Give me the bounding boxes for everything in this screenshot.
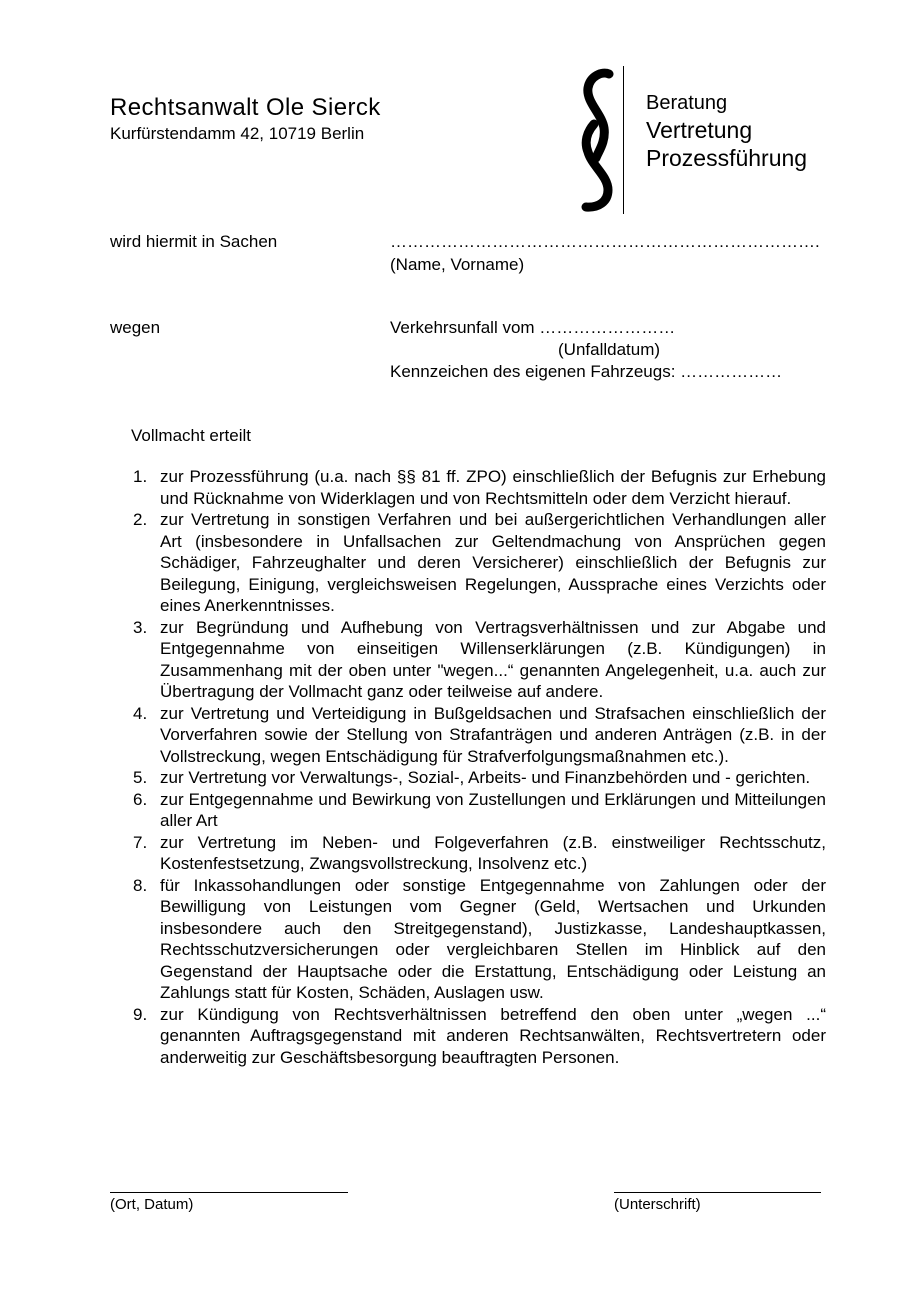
- service-vertretung: Vertretung: [646, 117, 753, 143]
- in-sachen-label: wird hiermit in Sachen: [110, 232, 278, 251]
- list-item: 3. zur Begründung und Aufhebung von Vertragsverhältnissen und zur Abgabe und Entgegennahme von einseitigen Willenserklärungen (z.B. Kündigungen) in Zusammenhang mit der oben unter "wegen...“ genannten Angelegenheit, u.a. auch zur Übertragung der Vollmacht ganz oder teilweise auf andere.: [133, 617, 826, 701]
- services-list: [646, 90, 807, 172]
- list-item: 1. zur Prozessführung (u.a. nach §§ 81 ff. ZPO) einschließlich der Befugnis zur Erhebung und Rücknahme von Widerklagen und von Rechtsmitteln oder dem Verzicht hierauf.: [133, 467, 826, 508]
- name-blank[interactable]: ………………………………………………………………….: [390, 232, 820, 251]
- place-date-line[interactable]: [110, 1192, 348, 1193]
- name-caption: (Name, Vorname): [390, 255, 525, 274]
- list-item: 4. zur Vertretung und Verteidigung in Bußgeldsachen und Strafsachen einschließlich der Vorverfahren sowie der Stellung von Strafanträgen und anderen Anträgen (z.B. in der Vollstreckung, wegen Entschädigung für Strafverfolgungsmaßnahmen etc.).: [133, 703, 826, 766]
- service-beratung: Beratung: [646, 92, 728, 114]
- license-plate-blank[interactable]: Kennzeichen des eigenen Fahrzeugs: ………………: [390, 362, 783, 381]
- accident-date-blank[interactable]: Verkehrsunfall vom ……………………: [390, 318, 676, 337]
- wegen-label: wegen: [110, 318, 161, 337]
- list-item: 9. zur Kündigung von Rechtsverhältnissen betreffend den oben unter „wegen ...“ genannten Auftragsgegenstand mit anderen Rechtsanwälten, Rechtsvertretern oder anderweitig zur Geschäftsbesorgung beauftragten Personen.: [133, 1004, 826, 1067]
- place-date-label: (Ort, Datum): [110, 1196, 194, 1213]
- accident-date-caption: (Unfalldatum): [558, 340, 661, 359]
- section-sign-icon: [572, 66, 622, 216]
- list-item: 7. zur Vertretung im Neben- und Folgeverfahren (z.B. einstweiliger Rechtsschutz, Kostenfestsetzung, Zwangsvollstreckung, Insolvenz etc.): [133, 832, 826, 873]
- service-prozessfuehrung: Prozessführung: [646, 145, 808, 171]
- vollmacht-heading: Vollmacht erteilt: [131, 426, 251, 445]
- authority-list: [131, 466, 826, 1068]
- header-divider: [623, 66, 624, 214]
- list-item: 5. zur Vertretung vor Verwaltungs-, Sozial-, Arbeits- und Finanzbehörden und - gerichten.: [133, 768, 811, 787]
- list-item: 8. für Inkassohandlungen oder sonstige Entgegennahme von Zahlungen oder der Bewilligung von Leistungen vom Gegner (Geld, Wertsachen und Urkunden insbesondere auch den Streitgegenstand), Justizkasse, Landeshauptkassen, Rechtsschutzversicherungen oder vergleichbaren Stellen im Hinblick auf den Gegenstand der Hauptsache oder die Erstattung, Entschädigung oder Leistung an Zahlungs statt für Kosten, Schäden, Auslagen usw.: [133, 875, 826, 1002]
- list-item: 6. zur Entgegennahme und Bewirkung von Zustellungen und Erklärungen und Mitteilungen aller Art: [133, 789, 826, 830]
- signature-label: (Unterschrift): [614, 1196, 701, 1213]
- list-item: 2. zur Vertretung in sonstigen Verfahren und bei außergerichtlichen Verhandlungen aller Art (insbesondere in Unfallsachen zur Geltendmachung von Ansprüchen gegen Schädiger, Fahrzeughalter und deren Versicherer) einschließlich der Befugnis zur Beilegung, Einigung, vergleichsweisen Regelungen, Aussprache eines Verzichts oder eines Anerkenntnisses.: [133, 510, 826, 615]
- signature-line[interactable]: [614, 1192, 821, 1193]
- lawyer-name: Rechtsanwalt Ole Sierck: [110, 94, 381, 121]
- lawyer-address: Kurfürstendamm 42, 10719 Berlin: [110, 124, 365, 143]
